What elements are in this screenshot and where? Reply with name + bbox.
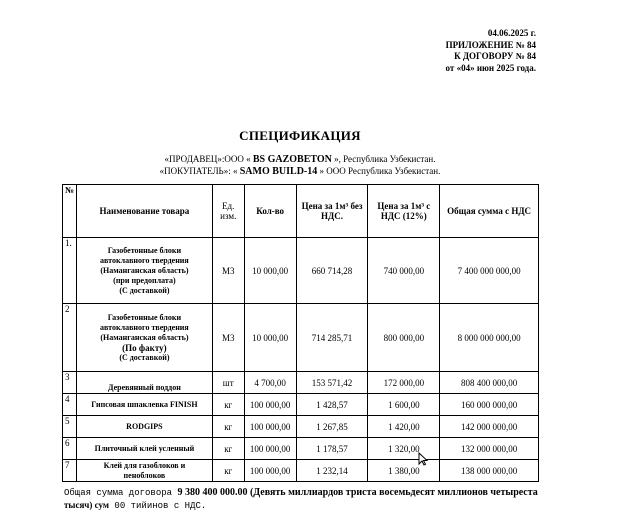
price-vat-cell: 1 320,00 (368, 438, 440, 460)
product-name-line: (С доставкой) (119, 285, 170, 295)
row-number: 6 (63, 438, 77, 460)
seller-line (60, 154, 540, 165)
product-name (77, 416, 213, 438)
unit-cell: шт (212, 372, 244, 394)
product-name-line: Гипсовая шпаклевка FINISH (91, 399, 198, 409)
price-vat-cell: 740 000,00 (368, 238, 440, 304)
row-number: 1. (63, 238, 77, 304)
total-cell: 132 000 000,00 (440, 438, 539, 460)
product-name (77, 372, 213, 394)
product-name-line: (Наманганская область) (100, 332, 189, 342)
table-row (63, 416, 539, 438)
product-name (77, 460, 213, 482)
product-name-line: Газобетонные блоки (107, 245, 182, 255)
contract-total-amount: 9 380 400 000.00 (Девять миллиардов триста восемьдесят миллионов четыреста (177, 487, 538, 498)
specification-table (62, 184, 539, 482)
product-name (77, 394, 213, 416)
price-no-vat-cell: 1 428,57 (296, 394, 368, 416)
product-name-line: Плиточный клей усленный (94, 443, 195, 453)
contract-total-line-2 (64, 500, 206, 511)
page-title: СПЕЦИФИКАЦИЯ (239, 128, 361, 143)
product-name (77, 238, 213, 304)
col-unit-header: Ед. изм. (212, 185, 244, 238)
row-number: 7 (63, 460, 77, 482)
contract-total-suffix: 00 тийинов с НДС. (109, 501, 207, 511)
contract-total-currency: тысяч) сум (64, 500, 110, 510)
contract-number: К ДОГОВОРУ № 84 (454, 51, 536, 61)
row-number: 5 (63, 416, 77, 438)
table-body (63, 238, 539, 482)
price-vat-cell: 172 000,00 (368, 372, 440, 394)
price-vat-cell: 1 420,00 (368, 416, 440, 438)
product-name-line: (По факту) (122, 342, 167, 353)
row-number: 2 (63, 304, 77, 372)
unit-cell: кг (212, 438, 244, 460)
product-name (77, 304, 213, 372)
table-row (63, 304, 539, 372)
buyer-name: SAMO BUILD-14 (239, 166, 318, 177)
price-no-vat-cell: 714 285,71 (296, 304, 368, 372)
total-cell: 142 000 000,00 (440, 416, 539, 438)
col-price-vat-header: Цена за 1м³ с НДС (12%) (368, 185, 440, 238)
col-price-no-vat-header: Цена за 1м³ без НДС. (296, 185, 368, 238)
qty-cell: 100 000,00 (244, 394, 296, 416)
total-cell: 8 000 000 000,00 (440, 304, 539, 372)
unit-cell: М3 (212, 304, 244, 372)
product-name-line: автоклавного твердения (100, 255, 189, 265)
table-row (63, 238, 539, 304)
col-num-header: № (63, 185, 77, 238)
total-cell: 138 000 000,00 (440, 460, 539, 482)
table-row (63, 394, 539, 416)
unit-cell: кг (212, 416, 244, 438)
qty-cell: 100 000,00 (244, 416, 296, 438)
document-date: 04.06.2025 г. (487, 28, 536, 38)
unit-cell: кг (212, 460, 244, 482)
table-row (63, 460, 539, 482)
contract-date: от «04» июн 2025 года. (445, 62, 536, 73)
product-name-line: пеноблоков (123, 470, 166, 480)
product-name-line: RODGIPS (126, 421, 163, 431)
qty-cell: 4 700,00 (244, 372, 296, 394)
price-no-vat-cell: 1 267,85 (296, 416, 368, 438)
row-number: 4 (63, 394, 77, 416)
table-row (63, 372, 539, 394)
col-name-header: Наименование товара (77, 185, 213, 238)
table-header-row (63, 185, 539, 238)
qty-cell: 100 000,00 (244, 438, 296, 460)
text-cursor-icon (418, 452, 428, 466)
seller-suffix: », Республика Узбекистан. (331, 154, 436, 164)
header-block (446, 28, 536, 74)
qty-cell: 10 000,00 (244, 238, 296, 304)
table-row (63, 438, 539, 460)
product-name-line: Газобетонные блоки (107, 312, 182, 322)
price-vat-cell: 800 000,00 (368, 304, 440, 372)
qty-cell: 100 000,00 (244, 460, 296, 482)
contract-total-line (64, 487, 538, 498)
seller-prefix: «ПРОДАВЕЦ»:ООО « (164, 154, 253, 164)
buyer-suffix: » ООО Республика Узбекистан. (317, 166, 441, 176)
contract-total-label: Общая сумма договора (64, 488, 173, 498)
unit-cell: кг (212, 394, 244, 416)
buyer-line (60, 166, 540, 177)
product-name (77, 438, 213, 460)
price-no-vat-cell: 660 714,28 (296, 238, 368, 304)
price-no-vat-cell: 1 178,57 (296, 438, 368, 460)
product-name-line: (Наманганская область) (100, 265, 189, 275)
product-name-line: (С доставкой) (119, 352, 170, 362)
total-cell: 7 400 000 000,00 (440, 238, 539, 304)
product-name-line: автоклавного твердения (100, 322, 189, 332)
unit-cell: М3 (212, 238, 244, 304)
product-name-line: (при предоплата) (113, 275, 176, 285)
price-no-vat-cell: 1 232,14 (296, 460, 368, 482)
row-number: 3 (63, 372, 77, 394)
seller-name: BS GAZOBETON (252, 154, 332, 165)
price-vat-cell: 1 600,00 (368, 394, 440, 416)
total-cell: 160 000 000,00 (440, 394, 539, 416)
col-total-header: Общая сумма с НДС (440, 185, 539, 238)
qty-cell: 10 000,00 (244, 304, 296, 372)
buyer-prefix: «ПОКУПАТЕЛЬ»: « (159, 166, 240, 176)
col-qty-header: Кол-во (244, 185, 296, 238)
total-cell: 808 400 000,00 (440, 372, 539, 394)
product-name-line: Деревянный поддон (107, 383, 181, 392)
appendix-number: ПРИЛОЖЕНИЕ № 84 (445, 39, 536, 50)
price-vat-cell: 1 380,00 (368, 460, 440, 482)
price-no-vat-cell: 153 571,42 (296, 372, 368, 394)
product-name-line: Клей для газоблоков и (103, 460, 186, 470)
